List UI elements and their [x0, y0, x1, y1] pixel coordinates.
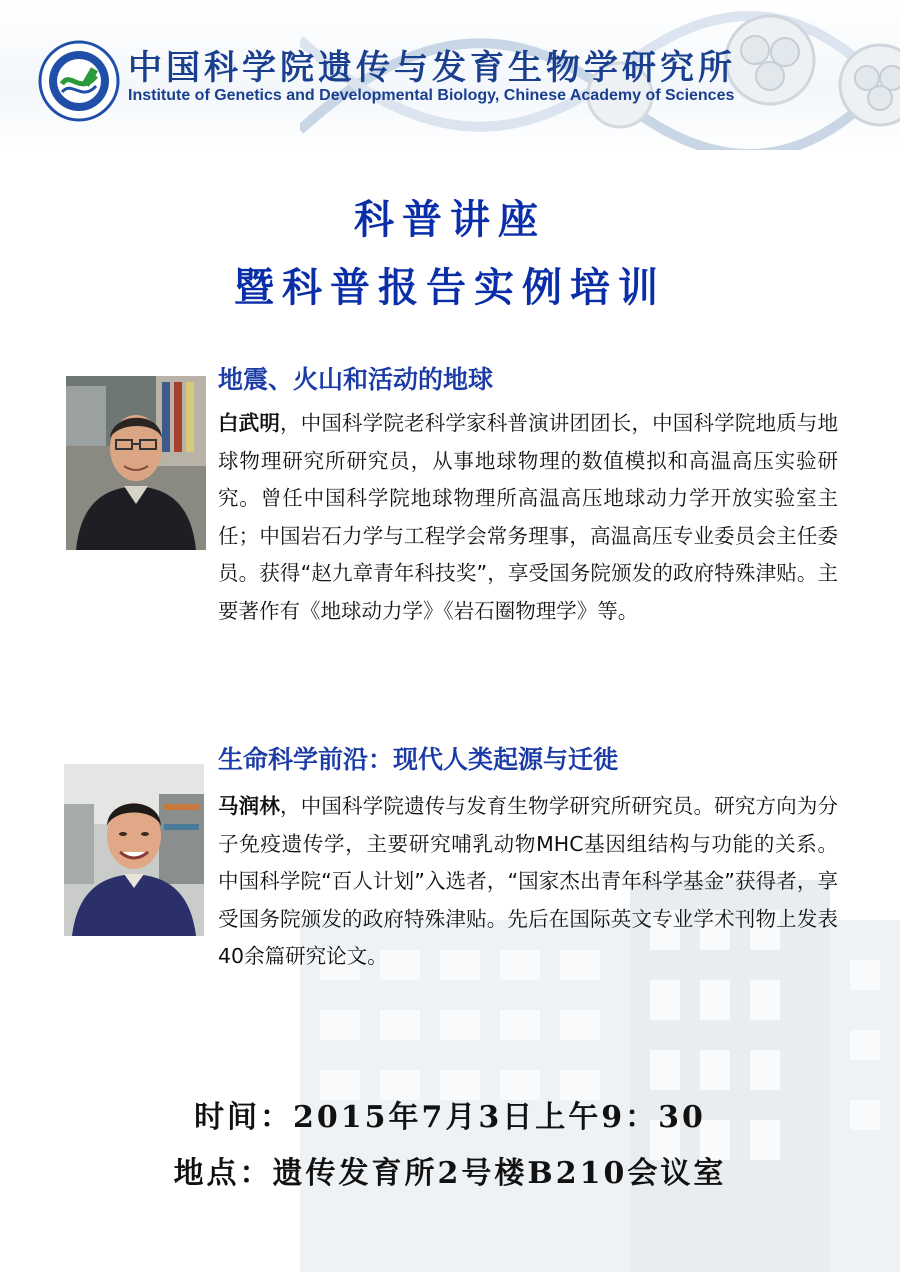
talk-2-speaker-bio — [218, 788, 838, 976]
institute-logo — [38, 40, 120, 122]
talk-1-speaker-bio — [218, 405, 838, 630]
poster-subtitle: 暨科普报告实例培训 — [234, 264, 666, 311]
header-banner — [0, 0, 900, 150]
talk-2-title: 生命科学前沿：现代人类起源与迁徙 — [218, 745, 619, 774]
talk-1-title: 地震、火山和活动的地球 — [218, 365, 494, 394]
event-place: 地点：遗传发育所2号楼B210会议室 — [173, 1156, 727, 1191]
talk-2-speaker-name: 马润林 — [218, 794, 281, 818]
poster-title: 科普讲座 — [354, 196, 546, 243]
event-time: 时间：2015年7月3日上午9：30 — [194, 1100, 706, 1135]
talk-1-speaker-name: 白武明 — [218, 411, 281, 435]
institute-name-chinese: 中国科学院遗传与发育生物学研究所 — [128, 48, 736, 88]
talk-1-bio-text: ，中国科学院老科学家科普演讲团团长，中国科学院地质与地球物理研究所研究员，从事地球物理的数值模拟和高温高压实验研究。曾任中国科学院地球物理所高温高压地球动力学开放实验室主任；中国岩石力学与工程学会常务理事，高温高压专业委员会主任委员。获得“赵九章青年科技奖”，享受国务院颁发的政府特殊津贴。主要著作有《地球动力学》《岩石圈物理学》等。 — [218, 411, 839, 623]
talk-2-bio-text: ，中国科学院遗传与发育生物学研究所研究员。研究方向为分子免疫遗传学，主要研究哺乳动物MHC基因组结构与功能的关系。中国科学院“百人计划”入选者，“国家杰出青年科学基金”获得者，享受国务院颁发的政府特殊津贴。先后在国际英文专业学术刊物上发表 40余篇研究论文。 — [218, 794, 839, 968]
speaker-1-photo — [66, 376, 206, 550]
institute-name-english: Institute of Genetics and Developmental Biology, Chinese Academy of Sciences — [128, 87, 735, 104]
speaker-2-photo — [64, 764, 204, 936]
